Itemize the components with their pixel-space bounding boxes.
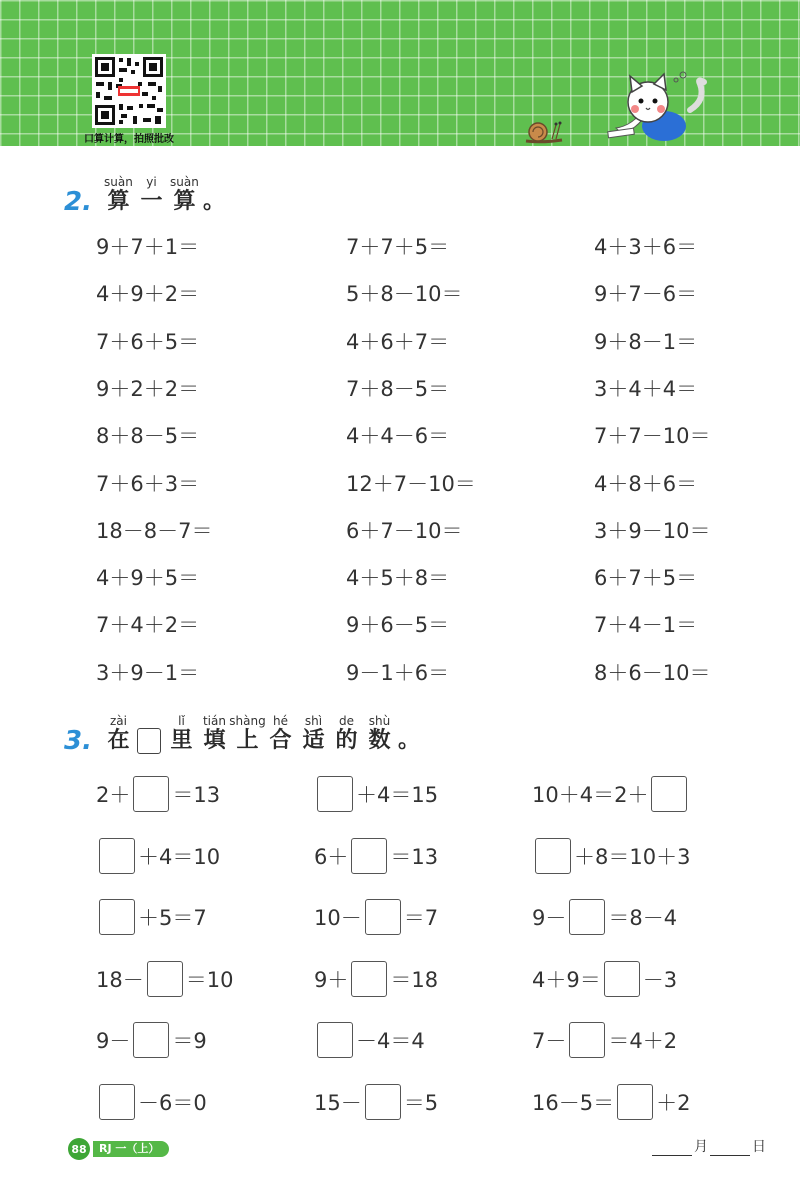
equation: 3＋9－10＝ (594, 518, 711, 543)
heading-char: 。 (202, 189, 225, 214)
fill-in-problem (314, 897, 438, 937)
equation: 7＋4－1＝ (594, 613, 698, 638)
month-blank[interactable] (652, 1139, 692, 1156)
equation-part: ＝4＋2 (608, 1029, 678, 1053)
fill-in-problem (314, 836, 438, 876)
equation-part: ＝9 (172, 1029, 207, 1053)
section-2-heading (64, 175, 227, 217)
equation: 7＋7＋5＝ (346, 235, 450, 259)
header-banner (0, 0, 800, 146)
heading-char: hé 合 (269, 714, 292, 753)
fill-in-problem (314, 1082, 438, 1122)
equation-part: －3 (642, 967, 678, 992)
date-fields (650, 1136, 766, 1156)
equation-part: ＝10 (185, 967, 234, 992)
equation-part: ＝18 (390, 967, 439, 992)
heading-char: 。 (397, 728, 420, 753)
fill-in-problem (532, 1020, 677, 1060)
month-label: 月 (694, 1139, 708, 1155)
fill-in-problem (532, 836, 690, 876)
heading-char: shàng 上 (229, 714, 266, 753)
equation-part: 10＋4＝2＋ (532, 783, 649, 807)
equation: 12＋7－10＝ (346, 471, 476, 496)
equation: 8＋8－5＝ (96, 424, 200, 449)
equation-part: 10－ (314, 906, 362, 930)
qr-code[interactable] (92, 54, 166, 128)
equation: 7＋6＋3＝ (96, 471, 200, 496)
equation-part: 6＋ (314, 844, 349, 869)
answer-box[interactable] (351, 961, 387, 997)
answer-box[interactable] (569, 899, 605, 935)
equation: 9＋2＋2＝ (96, 376, 200, 401)
heading-char: suàn 算 (104, 175, 133, 214)
equation: 8＋6－10＝ (594, 660, 711, 685)
answer-box[interactable] (99, 899, 135, 935)
answer-box[interactable] (617, 1084, 653, 1120)
equation: 6＋7－10＝ (346, 518, 463, 543)
equation-part: ＋4＝10 (138, 844, 221, 869)
fill-in-problem (96, 836, 220, 876)
section-3-heading (64, 714, 422, 756)
heading-box-icon (137, 728, 161, 754)
equation: 4＋6＋7＝ (346, 329, 450, 354)
equation: 3＋4＋4＝ (594, 376, 698, 401)
answer-box[interactable] (99, 1084, 135, 1120)
equation: 6＋7＋5＝ (594, 566, 698, 591)
equation: 4＋8＋6＝ (594, 471, 698, 496)
equation-part: ＝8－4 (608, 906, 678, 930)
fill-in-problem (96, 1082, 207, 1122)
fill-in-problem (532, 897, 677, 937)
heading-char: suàn 算 (170, 175, 199, 214)
heading-char: shì 适 (302, 714, 325, 753)
equation-part: 15－ (314, 1090, 362, 1115)
equation-part: ＋5＝7 (138, 906, 207, 930)
answer-box[interactable] (604, 961, 640, 997)
equation: 4＋9＋2＝ (96, 282, 200, 307)
equation-part: ＋8＝10＋3 (574, 844, 691, 869)
equation-part: ＝5 (403, 1090, 439, 1115)
grade-tag: RJ 一（上） (93, 1141, 169, 1157)
equation-part: －4＝4 (356, 1029, 425, 1053)
equation: 3＋9－1＝ (96, 660, 200, 685)
equation: 4＋4－6＝ (346, 424, 450, 449)
equation-part: 2＋ (96, 783, 131, 807)
equation: 5＋8－10＝ (346, 282, 463, 307)
equation: 7＋6＋5＝ (96, 329, 200, 354)
cat-mascot-icon (602, 70, 712, 146)
equation: 4＋9＋5＝ (96, 566, 200, 591)
fill-in-problem (96, 897, 207, 937)
section-number: 2. (64, 187, 92, 217)
fill-in-problem (96, 1020, 207, 1060)
answer-box[interactable] (351, 838, 387, 874)
answer-box[interactable] (569, 1022, 605, 1058)
answer-box[interactable] (147, 961, 183, 997)
equation-part: 16－5＝ (532, 1090, 615, 1115)
equation-part: 4＋9＝ (532, 967, 601, 992)
answer-box[interactable] (317, 776, 353, 812)
equation: 4＋5＋8＝ (346, 566, 450, 591)
equation-part: 9＋ (314, 967, 349, 992)
equation: 9＋7＋1＝ (96, 235, 200, 259)
answer-box[interactable] (133, 776, 169, 812)
snail-icon (522, 115, 566, 145)
answer-box[interactable] (99, 838, 135, 874)
equation: 4＋3＋6＝ (594, 235, 698, 259)
answer-box[interactable] (317, 1022, 353, 1058)
equation-part: 9－ (96, 1029, 131, 1053)
heading-char: de 的 (335, 714, 358, 753)
equation-part: 7－ (532, 1029, 567, 1053)
equation-part: ＋4＝15 (356, 783, 439, 807)
answer-box[interactable] (535, 838, 571, 874)
equation-part: ＝13 (390, 844, 439, 869)
equation-part: ＝7 (403, 906, 439, 930)
equation-part: 9－ (532, 906, 567, 930)
equation: 7＋7－10＝ (594, 424, 711, 449)
qr-caption: 口算计算，拍照批改 (84, 134, 174, 145)
heading-char: lǐ 里 (170, 714, 193, 753)
answer-box[interactable] (133, 1022, 169, 1058)
fill-in-problem (532, 774, 690, 814)
equation-part: ＋2 (656, 1090, 691, 1115)
fill-in-problem (314, 1020, 425, 1060)
heading-char: yi 一 (140, 175, 163, 214)
fill-in-problem (532, 959, 677, 999)
equation-part: ＝13 (172, 783, 221, 807)
fill-in-problem (96, 774, 220, 814)
answer-box[interactable] (651, 776, 687, 812)
answer-box[interactable] (365, 899, 401, 935)
equation: 7＋4＋2＝ (96, 613, 200, 638)
equation: 9＋8－1＝ (594, 329, 698, 354)
heading-char: shù 数 (368, 714, 391, 753)
day-label: 日 (752, 1139, 766, 1155)
fill-in-problem (532, 1082, 690, 1122)
equation-part: －6＝0 (138, 1090, 207, 1115)
fill-in-problem (314, 959, 438, 999)
fill-in-problem (314, 774, 438, 814)
equation: 9－1＋6＝ (346, 660, 450, 685)
heading-char: zài 在 (107, 714, 130, 753)
equation: 9＋6－5＝ (346, 613, 450, 638)
heading-char: tián 填 (202, 714, 226, 753)
page-badge (68, 1138, 169, 1160)
fill-in-problem (96, 959, 233, 999)
equation: 9＋7－6＝ (594, 282, 698, 307)
section-number: 3. (64, 726, 92, 756)
day-blank[interactable] (710, 1139, 750, 1156)
equation: 18－8－7＝ (96, 518, 213, 543)
page-number: 88 (68, 1138, 90, 1160)
answer-box[interactable] (365, 1084, 401, 1120)
equation: 7＋8－5＝ (346, 376, 450, 401)
equation-part: 18－ (96, 967, 144, 992)
